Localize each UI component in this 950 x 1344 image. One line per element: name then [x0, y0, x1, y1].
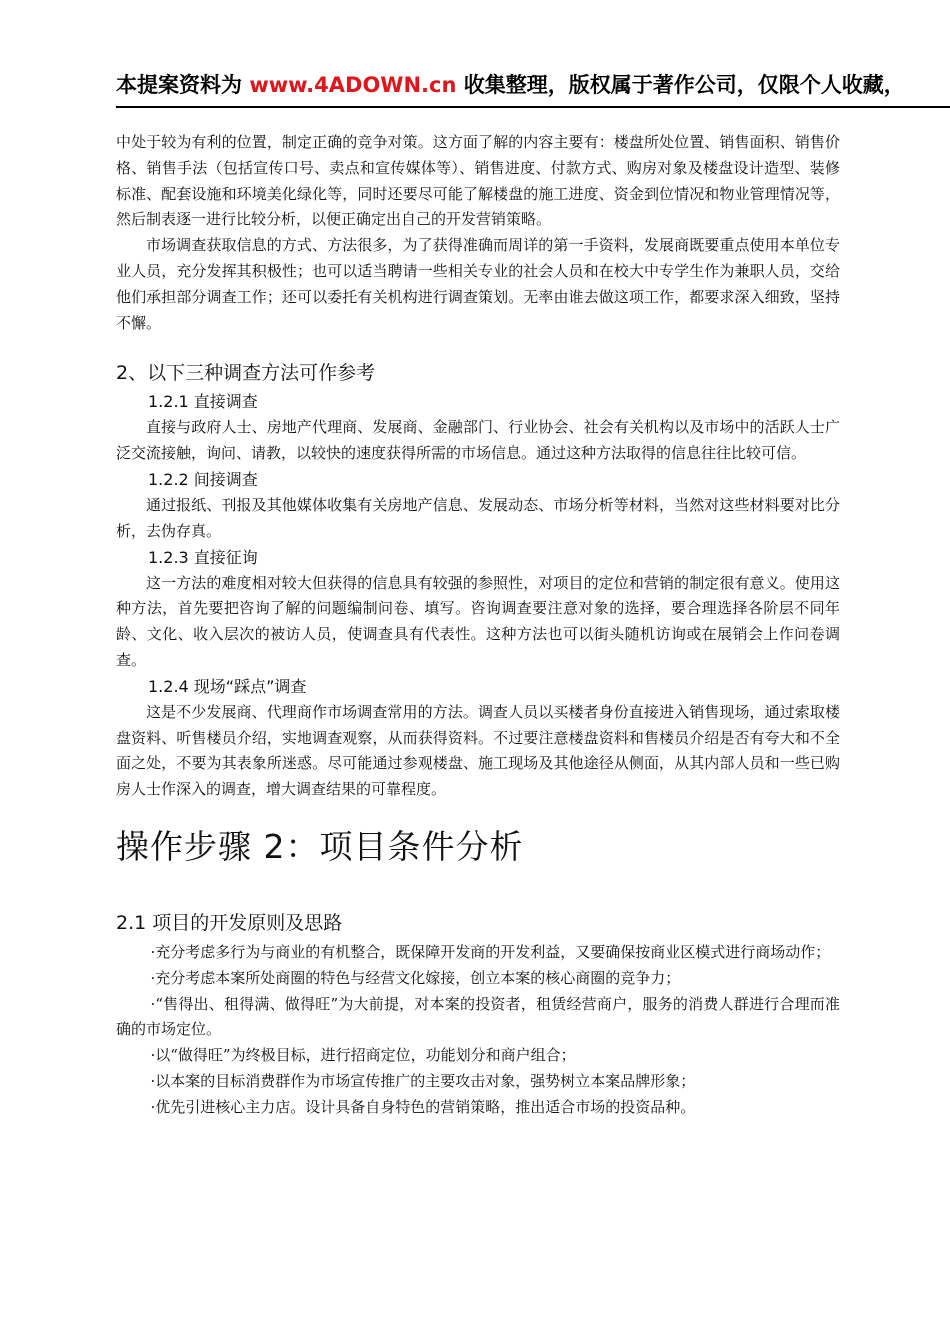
principles-list [116, 940, 840, 1121]
list-item: ·优先引进核心主力店。设计具备自身特色的营销策略，推出适合市场的投资品种。 [150, 1097, 696, 1116]
list-item: ·充分考虑本案所处商圈的特色与经营文化嫁接，创立本案的核心商圈的竞争力； [150, 968, 681, 987]
spacer [116, 869, 840, 909]
spacer [116, 803, 840, 825]
subsection-1-2-1-text: 直接与政府人士、房地产代理商、发展商、金融部门、行业协会、社会有关机构以及市场中的活跃人士广泛交流接触，询问、请教，以较快的速度获得所需的市场信息。通过这种方法取得的信息往往比较可信。 [116, 418, 840, 463]
header-prefix: 本提案资料为 [116, 73, 250, 97]
header-brand-link[interactable]: www.4ADOWN.cn [249, 73, 457, 97]
subsection-1-2-4-heading: 1.2.4 现场“踩点”调查 [148, 676, 307, 696]
list-item: ·以“做得旺”为终极目标，进行招商定位，功能划分和商户组合； [150, 1046, 576, 1065]
subsection-1-2-2-heading: 1.2.2 间接调查 [148, 469, 258, 489]
list-item: ·充分考虑多行为与商业的有机整合，既保障开发商的开发利益，又要确保按商业区模式进行商场动作； [150, 942, 831, 961]
subsection-1-2-2-text: 通过报纸、刊报及其他媒体收集有关房地产信息、发展动态、市场分析等材料，当然对这些材料要对比分析，去伪存真。 [116, 495, 840, 540]
header-divider [116, 106, 950, 108]
section-2-title: 2、以下三种调查方法可作参考 [116, 362, 376, 385]
subsection-1-2-3-heading: 1.2.3 直接征询 [148, 547, 258, 567]
document-body [116, 130, 840, 1121]
list-item: ·以本案的目标消费群作为市场宣传推广的主要攻击对象，强势树立本案品牌形象； [150, 1071, 696, 1090]
list-item: ·“售得出、租得满、做得旺”为大前提，对本案的投资者，租赁经营商户，服务的消费人群进行合理而准确的市场定位。 [116, 994, 840, 1039]
subsection-1-2-4-text: 这是不少发展商、代理商作市场调查常用的方法。调查人员以买楼者身份直接进入销售现场，通过索取楼盘资料、听售楼员介绍，实地调查观察，从而获得资料。不过要注意楼盘资料和售楼员介绍是否有夸大和不全面之处，不要为其表象所迷惑。尽可能通过参观楼盘、施工现场及其他途径从侧面，从其内部人员和一些已购房人士作深入的调查，增大调查结果的可靠程度。 [116, 702, 840, 799]
page-header-banner [116, 70, 950, 104]
header-suffix: 收集整理，版权属于著作公司，仅限个人收藏， [456, 73, 905, 97]
subsection-1-2-3-text: 这一方法的难度相对较大但获得的信息具有较强的参照性，对项目的定位和营销的制定很有意义。使用这种方法，首先要把咨询了解的问题编制问卷、填写。咨询调查要注意对象的选择，要合理选择各阶层不同年龄、文化、收入层次的被访人员，使调查具有代表性。这种方法也可以街头随机访询或在展销会上作问卷调查。 [116, 573, 840, 669]
paragraph-competitor-analysis: 中处于较为有利的位置，制定正确的竞争对策。这方面了解的内容主要有：楼盘所处位置、销售面积、销售价格、销售手法（包括宣传口号、卖点和宣传媒体等）、销售进度、付款方式、购房对象及楼盘设计造型、装修标准、配套设施和环境美化绿化等，同时还要尽可能了解楼盘的施工进度、资金到位情况和物业管理情况等，然后制表逐一进行比较分析，以便正确定出自己的开发营销策略。 [116, 133, 840, 229]
section-2-1-title: 2.1 项目的开发原则及思路 [116, 911, 343, 934]
step-2-title: 操作步骤 2：项目条件分析 [116, 826, 524, 866]
subsection-1-2-1-heading: 1.2.1 直接调查 [148, 392, 258, 412]
paragraph-research-methods: 市场调查获取信息的方式、方法很多，为了获得准确而周详的第一手资料，发展商既要重点使用本单位专业人员，充分发挥其积极性；也可以适当聘请一些相关专业的社会人员和在校大中专学生作为兼职人员，交给他们承担部分调查工作；还可以委托有关机构进行调查策划。无率由谁去做这项工作，都要求深入细致，坚持不懈。 [116, 236, 840, 332]
spacer [116, 336, 840, 359]
